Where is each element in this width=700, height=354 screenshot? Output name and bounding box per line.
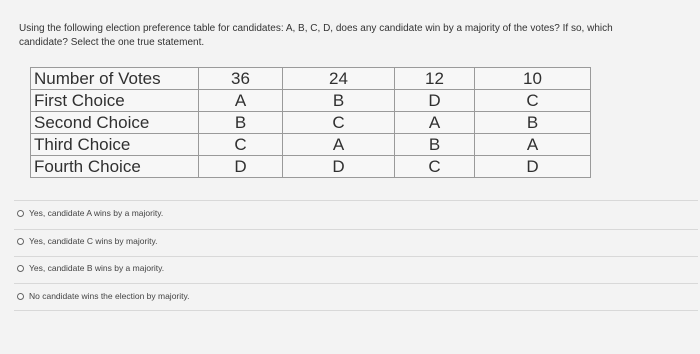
table-cell: B [475,112,591,134]
question-text [19,22,694,50]
preference-table [30,67,591,178]
table-row [31,134,591,156]
table-cell: C [395,156,475,178]
table-cell: C [283,112,395,134]
table-cell: D [199,156,283,178]
table-cell: D [475,156,591,178]
row-label: Fourth Choice [31,156,199,178]
option-label: Yes, candidate B wins by a majority. [29,263,165,273]
row-label: Number of Votes [31,68,199,90]
table-cell: 36 [199,68,283,90]
option-label: No candidate wins the election by majority. [29,291,190,301]
divider [14,256,698,257]
table-cell: B [199,112,283,134]
option-c-majority[interactable] [17,236,158,246]
divider [14,310,698,311]
radio-button[interactable] [17,293,24,300]
option-no-majority[interactable] [17,291,189,301]
option-a-majority[interactable] [17,208,163,218]
table-cell: C [199,134,283,156]
table-cell: A [199,90,283,112]
table-cell: D [283,156,395,178]
option-label: Yes, candidate A wins by a majority. [29,208,164,218]
table-row [31,90,591,112]
table-cell: 10 [475,68,591,90]
table-cell: A [475,134,591,156]
table-cell: C [475,90,591,112]
divider [14,229,698,230]
question-line-2: candidate? Select the one true statement. [19,37,205,48]
row-label: Third Choice [31,134,199,156]
divider [14,283,698,284]
table-row [31,68,591,90]
divider [14,200,698,201]
option-b-majority[interactable] [17,263,164,273]
table-cell: B [395,134,475,156]
table-cell: 24 [283,68,395,90]
table-cell: A [395,112,475,134]
radio-button[interactable] [17,238,24,245]
row-label: First Choice [31,90,199,112]
radio-button[interactable] [17,265,24,272]
table-cell: B [283,90,395,112]
table-row [31,112,591,134]
table-cell: 12 [395,68,475,90]
table-cell: D [395,90,475,112]
question-line-1: Using the following election preference table for candidates: A, B, C, D, does any candidate win by a majority of the votes? If so, which [19,23,613,34]
option-label: Yes, candidate C wins by majority. [29,236,158,246]
table-row [31,156,591,178]
radio-button[interactable] [17,210,24,217]
table-cell: A [283,134,395,156]
row-label: Second Choice [31,112,199,134]
